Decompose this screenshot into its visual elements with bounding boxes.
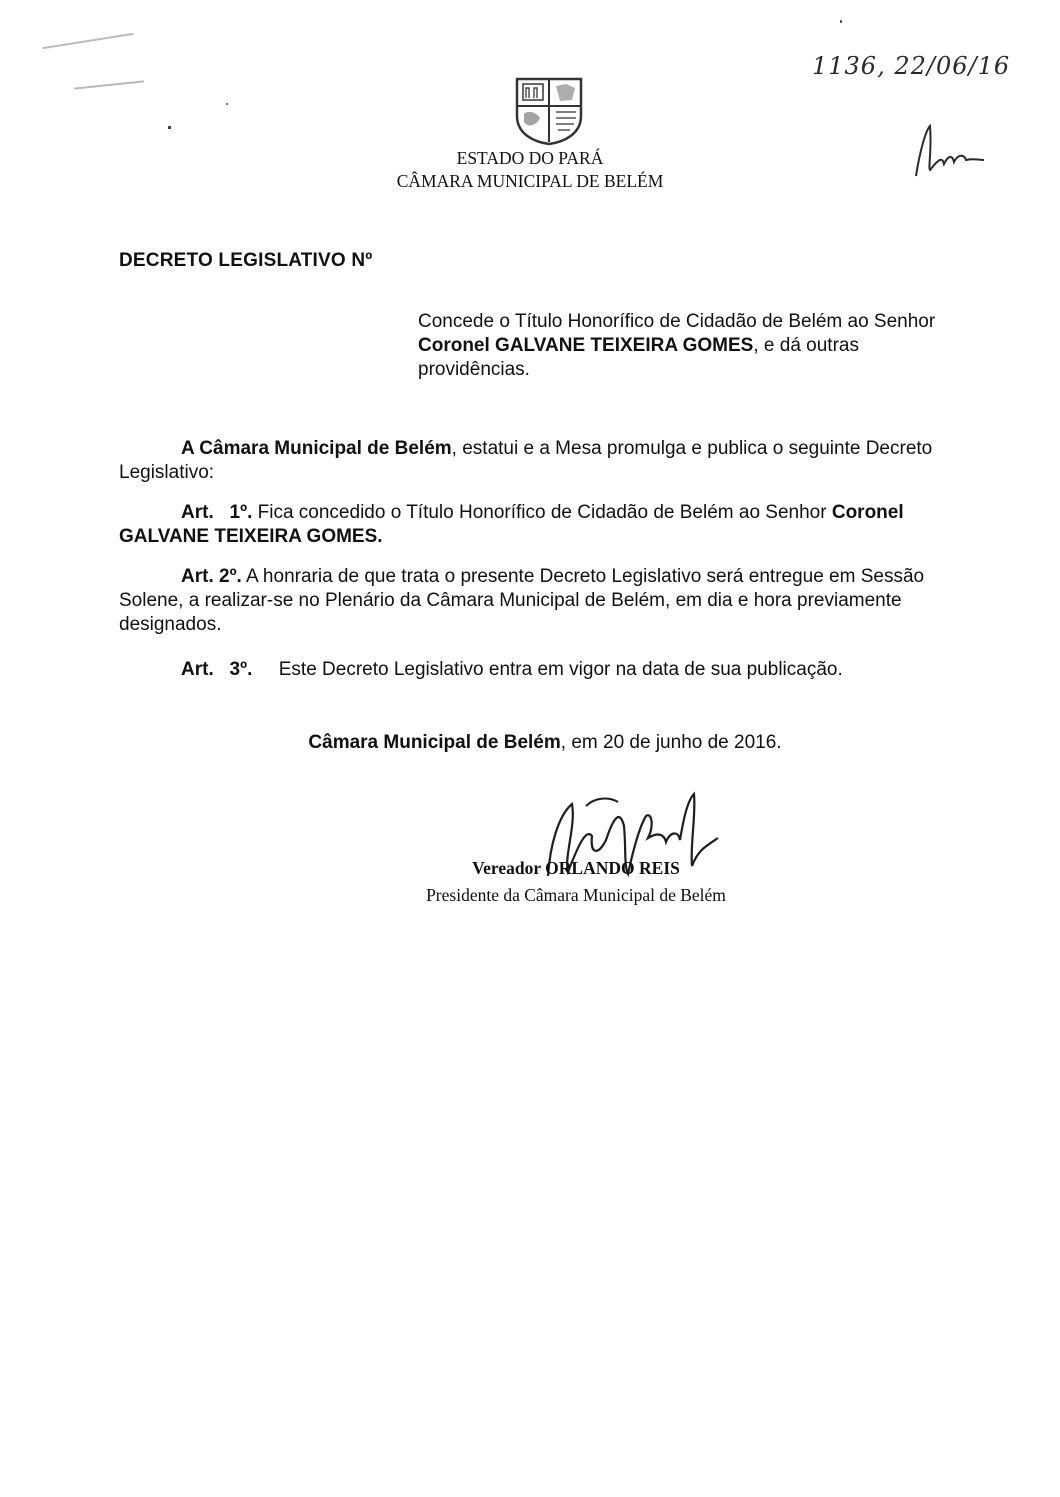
article-3-label: Art. 3º.	[181, 659, 253, 680]
closing-date: , em 20 de junho de 2016.	[560, 732, 782, 753]
header-chamber: CÂMARA MUNICIPAL DE BELÉM	[396, 171, 664, 191]
closing-place: Câmara Municipal de Belém	[308, 732, 561, 753]
decree-ementa	[418, 310, 948, 382]
article-2	[119, 565, 959, 637]
scan-mark	[74, 80, 144, 89]
honoree-name: Coronel GALVANE TEIXEIRA GOMES	[418, 335, 754, 356]
preamble	[119, 437, 959, 485]
scan-dot	[840, 20, 842, 23]
scan-dot	[168, 126, 171, 129]
article-3-text: Este Decreto Legislativo entra em vigor na data de sua publicação.	[252, 659, 843, 680]
article-3	[181, 658, 961, 682]
signatory-role: Presidente da Câmara Municipal de Belém	[426, 885, 726, 905]
ementa-text: Concede o Título Honorífico de Cidadão de Belém ao Senhor	[418, 311, 936, 332]
coat-of-arms-icon	[512, 76, 586, 146]
scan-mark	[42, 33, 133, 49]
closing-date-line	[0, 732, 1060, 754]
article-1-label: Art. 1º.	[181, 502, 253, 523]
article-1-honoree: Coronel GALVANE TEIXEIRA GOMES.	[119, 502, 904, 547]
article-2-text: A honraria de que trata o presente Decreto Legislativo será entregue em Sessão Solene, a realizar-se no Plenário da Câmara Municipal de Belém, em dia e hora previamente designados.	[119, 566, 925, 635]
article-2-label: Art. 2º.	[181, 566, 242, 587]
ementa-text-end: , e dá outras providências.	[418, 335, 859, 380]
scan-dot	[226, 103, 228, 105]
header-state: ESTADO DO PARÁ	[456, 148, 604, 168]
decree-title: DECRETO LEGISLATIVO Nº	[119, 250, 373, 271]
preamble-text: , estatui e a Mesa promulga e publica o seguinte Decreto Legislativo:	[119, 438, 933, 483]
article-1-text: Fica concedido o Título Honorífico de Cidadão de Belém ao Senhor	[252, 502, 832, 523]
signatory-name: Vereador ORLANDO REIS	[472, 858, 680, 878]
preamble-subject: A Câmara Municipal de Belém	[181, 438, 452, 459]
article-1	[119, 501, 959, 549]
handwritten-protocol-note: 1136, 22/06/16	[812, 52, 1011, 80]
